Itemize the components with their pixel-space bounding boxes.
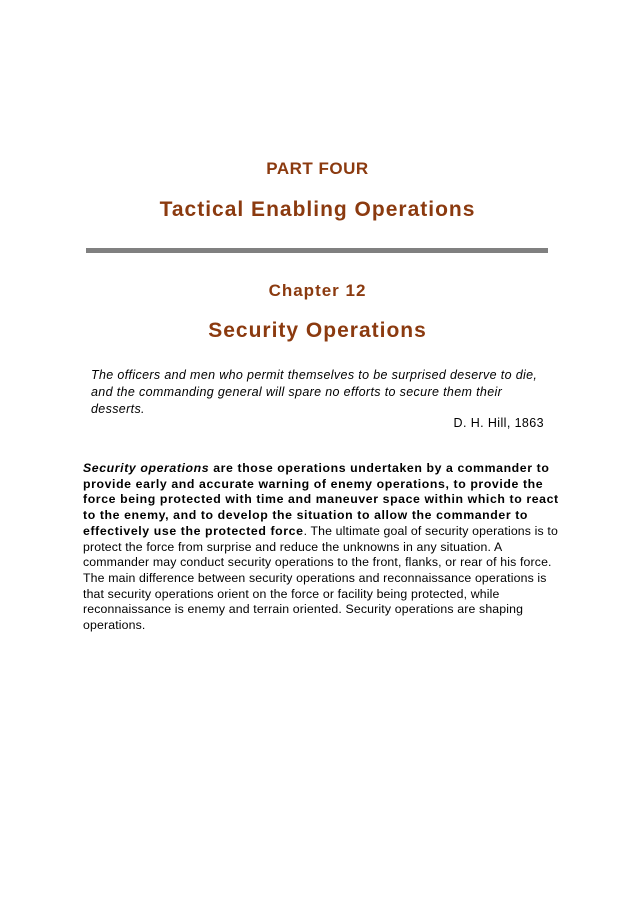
part-label: PART FOUR xyxy=(266,159,369,178)
section-divider xyxy=(86,248,548,253)
chapter-title: Security Operations xyxy=(208,319,427,342)
paragraph-rest: . The ultimate goal of security operations is to protect the force from surprise and reduce the unknowns in any situation. A commander may conduct security operations to the front, flanks, or rear of his force. The main difference between security operations and reconnaissance operations is that security operations orient on the force or facility being protected, while reconnaissance is enemy and terrain oriented. Security operations are shaping operations. xyxy=(83,523,558,633)
chapter-label: Chapter 12 xyxy=(268,281,367,300)
definition-text: are those operations undertaken by a commander to provide early and accurate warning of enemy operations, to provide the force being protected with time and maneuver space within which to react to the enemy, and to develop the situation to allow the commander to effectively use the protected force xyxy=(83,461,559,538)
part-title: Tactical Enabling Operations xyxy=(159,198,476,221)
body-paragraph xyxy=(83,461,565,634)
epigraph-quote: The officers and men who permit themselves to be surprised deserve to die, and the commanding general will spare no efforts to secure them their desserts. xyxy=(91,368,538,416)
epigraph-attribution: D. H. Hill, 1863 xyxy=(453,416,544,430)
defined-term: Security operations xyxy=(83,461,210,475)
